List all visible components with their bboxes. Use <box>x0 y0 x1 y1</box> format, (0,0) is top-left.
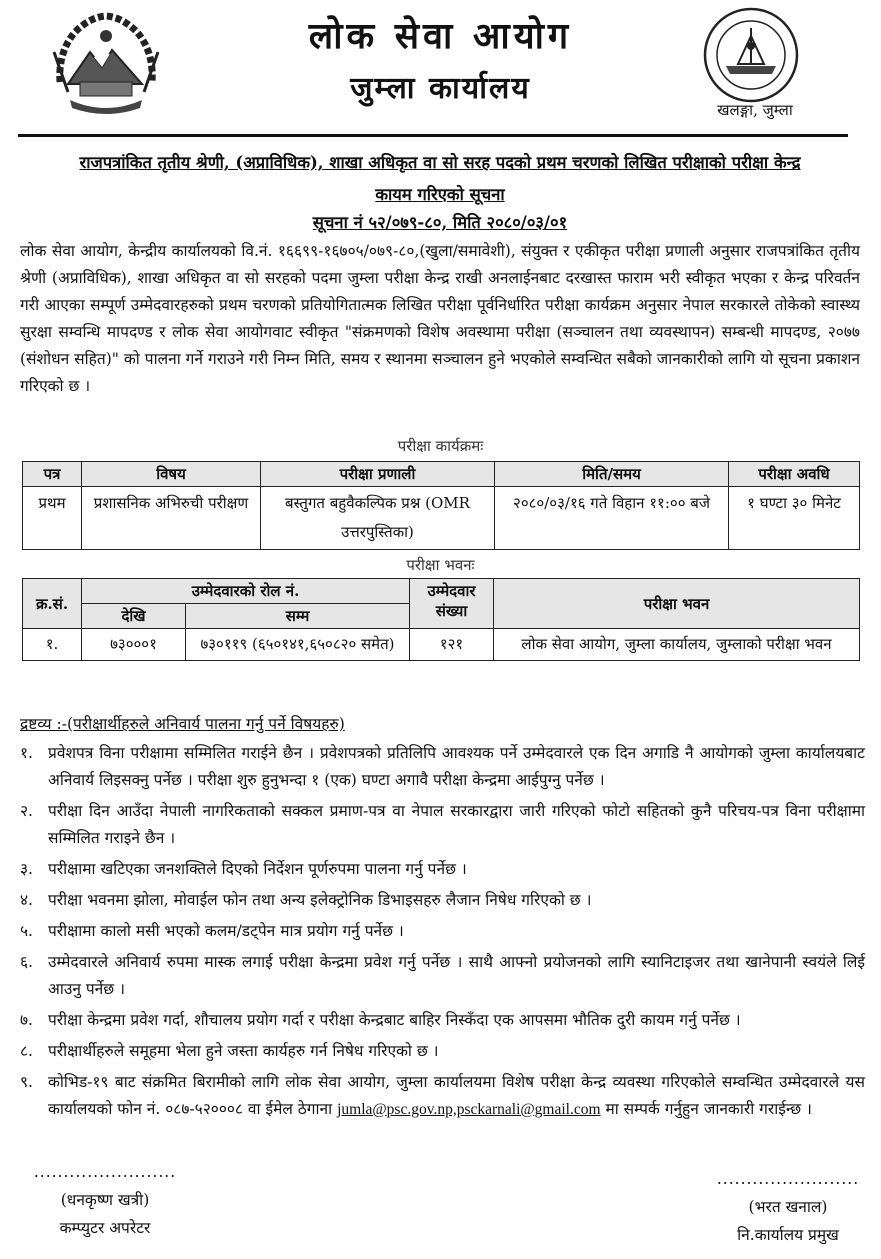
signatory-title: नि.कार्यालय प्रमुख <box>737 1226 839 1244</box>
list-number: ९. <box>20 1073 33 1091</box>
list-item <box>20 1007 865 1034</box>
list-text: मा सम्पर्क गर्नुहुन जानकारी गराईन्छ । <box>600 1100 812 1118</box>
notice-body: लोक सेवा आयोग, केन्द्रीय कार्यालयको वि.नं. १६६९९-१६७०५/०७९-८०,(खुला/समावेशी), संयुक्त र एकीकृत परीक्षा प्रणाली अनुसार राजपत्रांकित तृतीय श्रेणी (अप्राविधिक), शाखा अधिकृत वा सो सरहको पदमा जुम्ला परीक्षा केन्द्र राखी अनलाईनबाट दरखास्त फाराम भरी स्वीकृत भएका र केन्द्र परिवर्तन गरी आएका सम्पूर्ण उम्मेदवारहरुको प्रथम चरणको प्रतियोगितात्मक लिखित परीक्षा पूर्वनिर्धारित परीक्षा कार्यक्रम अनुसार नेपाल सरकारले तोकेको स्वास्थ्य सुरक्षा सम्वन्धि मापदण्ड र लोक सेवा आयोगवाट स्वीकृत "संक्रमणको विशेष अवस्थामा परीक्षा (सञ्चालन तथा व्यवस्थापन) सम्बन्धी मापदण्ड, २०७७ (संशोधन सहित)" को पालना गर्ने गराउने गरी निम्न मिति, समय र स्थानमा सञ्चालन हुने भएकोले सम्वन्धित सबैको जानकारीको लागि यो सूचना प्रकाशन गरिएको छ । <box>20 242 860 395</box>
header-divider <box>18 134 848 137</box>
list-number: ६. <box>20 953 33 971</box>
notice-number: सूचना नं ५२/०७९-८०, मिति २०८०/०३/०१ <box>312 213 568 232</box>
list-item <box>20 1069 865 1123</box>
venue-header-count: उम्मेदवार संख्या <box>410 579 494 629</box>
list-number: ५. <box>20 922 33 940</box>
signature-line: ........................ <box>716 1170 860 1188</box>
list-item <box>20 887 865 914</box>
list-number: १. <box>20 744 33 762</box>
schedule-header: परीक्षा प्रणाली <box>261 462 495 487</box>
signatory-name: (भरत खनाल) <box>748 1198 828 1216</box>
schedule-header: विषय <box>82 462 261 487</box>
table-row <box>23 629 860 661</box>
signatory-name: (धनकृष्ण खत्री) <box>60 1191 150 1209</box>
list-number: ८. <box>20 1042 33 1060</box>
schedule-header-row <box>23 462 860 487</box>
venue-cell-sn: १. <box>23 629 82 661</box>
list-item <box>20 918 865 945</box>
venue-caption: परीक्षा भवनः <box>406 556 475 574</box>
venue-cell-to: ७३०११९ (६५०१४१,६५०८२० समेत) <box>186 629 410 661</box>
signature-right <box>708 1165 868 1249</box>
schedule-cell: प्रशासनिक अभिरुची परीक्षण <box>82 487 261 550</box>
list-number: ४. <box>20 891 33 909</box>
schedule-cell: १ घण्टा ३० मिनेट <box>729 487 860 550</box>
schedule-cell: प्रथम <box>23 487 82 550</box>
notice-heading-line2: कायम गरिएको सूचना <box>375 185 505 204</box>
office-branch: जुम्ला कार्यालय <box>350 71 531 106</box>
table-row <box>23 487 860 550</box>
contact-email-link[interactable]: jumla@psc.gov.np,psckarnali@gmail.com <box>337 1101 601 1118</box>
venue-header-sn: क्र.सं. <box>23 579 82 629</box>
notice-heading: राजपत्रांकित तृतीय श्रेणी, (अप्राविधिक), शाखा अधिकृत वा सो सरह पदको प्रथम चरणको लिखित परीक्षाको परीक्षा केन्द्र <box>79 153 801 172</box>
schedule-header: पत्र <box>23 462 82 487</box>
schedule-header: परीक्षा अवधि <box>729 462 860 487</box>
notes-list <box>20 740 865 1127</box>
venue-header-to: सम्म <box>186 604 410 629</box>
list-text: परीक्षार्थीहरुले समूहमा भेला हुने जस्ता कार्यहरु गर्न निषेध गरिएको छ । <box>48 1042 439 1060</box>
venue-header-hall: परीक्षा भवन <box>494 579 860 629</box>
notes-heading: द्रष्टव्य :-(परीक्षार्थीहरुले अनिवार्य पालना गर्नु पर्ने विषयहरु) <box>20 715 345 733</box>
schedule-cell: बस्तुगत बहुवैकल्पिक प्रश्न (OMR उत्तरपुस्तिका) <box>261 487 495 550</box>
venue-cell-from: ७३०००१ <box>82 629 186 661</box>
list-number: २. <box>20 802 33 820</box>
list-text: प्रवेशपत्र विना परीक्षामा सम्मिलित गराईने छैन । प्रवेशपत्रको प्रतिलिपि आवश्यक पर्ने उम्मेदवारले एक दिन अगाडि नै आयोगको जुम्ला कार्यालयबाट अनिवार्य लिइसक्नु पर्नेछ । परीक्षा शुरु हुनुभन्दा १ (एक) घण्टा अगावै परीक्षा केन्द्रमा आईपुग्नु पर्नेछ । <box>48 744 865 789</box>
schedule-cell: २०८०/०३/१६ गते विहान ११:०० बजे <box>495 487 729 550</box>
list-item <box>20 740 865 794</box>
list-text: परीक्षामा खटिएका जनशक्तिले दिएको निर्देशन पूर्णरुपमा पालना गर्नु पर्नेछ । <box>48 860 467 878</box>
venue-table <box>22 578 860 661</box>
list-item <box>20 1038 865 1065</box>
list-text: परीक्षामा कालो मसी भएको कलम/डट्पेन मात्र प्रयोग गर्नु पर्नेछ । <box>48 922 404 940</box>
list-text: परीक्षा दिन आउँदा नेपाली नागरिकताको सक्कल प्रमाण-पत्र वा नेपाल सरकारद्वारा जारी गरिएको फोटो सहितको कुनै परिचय-पत्र विना परीक्षामा सम्मिलित गराइने छैन । <box>48 802 865 847</box>
list-number: ३. <box>20 860 33 878</box>
office-title: लोक सेवा आयोग <box>308 16 573 57</box>
signature-left <box>20 1158 190 1242</box>
venue-header-roll: उम्मेदवारको रोल नं. <box>82 579 410 604</box>
schedule-caption: परीक्षा कार्यक्रमः <box>397 437 484 455</box>
venue-header-from: देखि <box>82 604 186 629</box>
schedule-header: मिति/समय <box>495 462 729 487</box>
signatory-title: कम्प्युटर अपरेटर <box>59 1219 151 1237</box>
list-number: ७. <box>20 1011 33 1029</box>
venue-cell-count: १२१ <box>410 629 494 661</box>
venue-header-row <box>23 579 860 604</box>
list-text: परीक्षा केन्द्रमा प्रवेश गर्दा, शौचालय प्रयोग गर्दा र परीक्षा केन्द्रबाट बाहिर निस्कँदा एक आपसमा भौतिक दुरी कायम गर्नु पर्नेछ । <box>48 1011 741 1029</box>
list-text: परीक्षा भवनमा झोला, मोवाईल फोन तथा अन्य इलेक्ट्रोनिक डिभाइसहरु लैजान निषेध गरिएको छ । <box>48 891 592 909</box>
list-item <box>20 798 865 852</box>
office-location: खलङ्गा, जुम्ला <box>717 101 793 119</box>
list-item <box>20 856 865 883</box>
signature-line: ........................ <box>33 1163 177 1181</box>
psc-seal-icon <box>702 6 800 104</box>
list-text: कोभिड-१९ बाट संक्रमित बिरामीको लागि लोक सेवा आयोग, जुम्ला कार्यालयमा विशेष परीक्षा केन्द्र व्यवस्था गरिएकोले सम्वन्धित उम्मेदवारले यस कार्यालयको फोन नं. ०८७-५२०००८ वा ईमेल ठेगाना <box>48 1073 865 1118</box>
list-item <box>20 949 865 1003</box>
schedule-table <box>22 461 860 550</box>
venue-cell-hall: लोक सेवा आयोग, जुम्ला कार्यालय, जुम्लाको परीक्षा भवन <box>494 629 860 661</box>
list-text: उम्मेदवारले अनिवार्य रुपमा मास्क लगाई परीक्षा केन्द्रमा प्रवेश गर्नु पर्नेछ । साथै आफ्नो प्रयोजनको लागि स्यानिटाइजर तथा खानेपानी स्वयंले लिई आउनु पर्नेछ । <box>48 953 865 998</box>
